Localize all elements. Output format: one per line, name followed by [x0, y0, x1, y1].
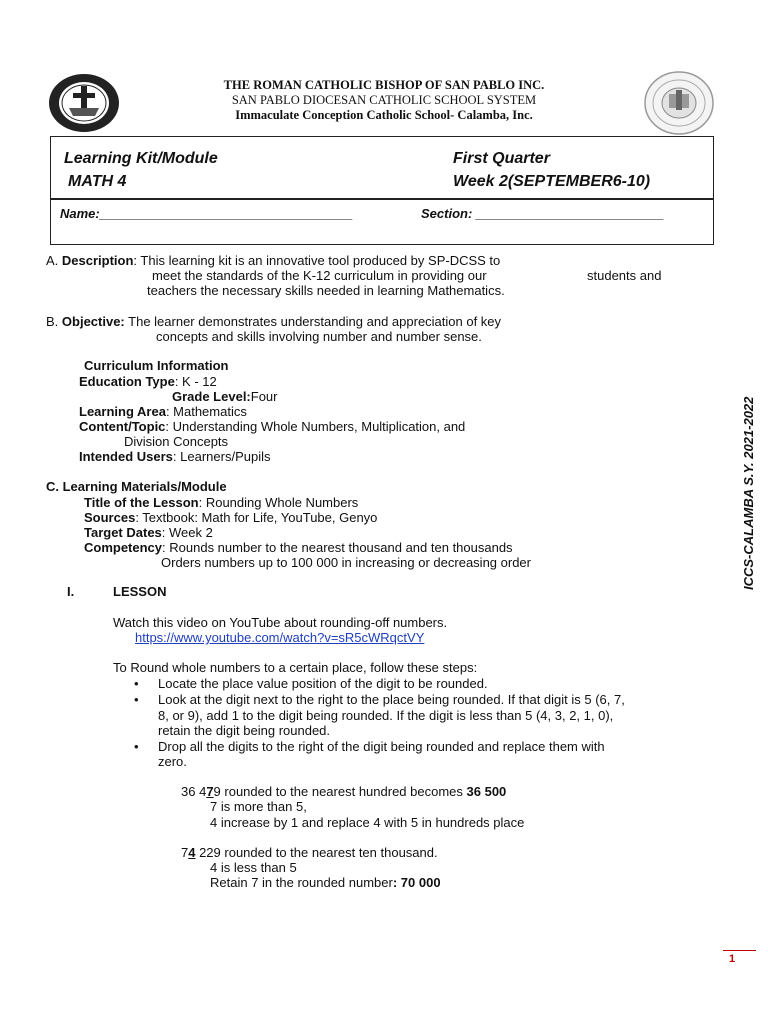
lesson-title-value: : Rounding Whole Numbers — [198, 495, 359, 510]
section-field[interactable] — [421, 206, 664, 221]
bullet-step-2-line-2: 8, or 9), add 1 to the digit being rounded. If the digit is less than 5 (4, 3, 2, 1, 0), — [158, 708, 614, 723]
description-line-2b: students and — [587, 268, 662, 283]
bullet-symbol-3: • — [134, 739, 139, 754]
youtube-link[interactable]: https://www.youtube.com/watch?v=sR5cWRqctVY — [135, 630, 425, 645]
name-blank: ___________________________________ — [99, 206, 353, 221]
bullet-step-3-line-2: zero. — [158, 754, 187, 769]
module-title: Learning Kit/Module — [64, 150, 218, 167]
example-1-pre: 36 4 — [181, 784, 207, 799]
intended-users — [79, 449, 270, 464]
learning-area-label: Learning Area — [79, 404, 166, 419]
example-2-note-2 — [210, 875, 441, 890]
description-label: Description — [61, 253, 134, 268]
example-1-note-1: 7 is more than 5, — [210, 799, 307, 814]
content-topic-label: Content/Topic — [79, 419, 166, 434]
page-number-rule — [723, 950, 756, 951]
education-type — [79, 374, 217, 389]
curriculum-title: Curriculum Information — [84, 358, 229, 373]
lesson-title-label: Title of the Lesson — [84, 495, 199, 510]
target-dates-label: Target Dates — [84, 525, 162, 540]
example-2-pre: 7 — [181, 845, 189, 860]
header-school-system: SAN PABLO DIOCESAN CATHOLIC SCHOOL SYSTEM — [231, 93, 537, 107]
name-field[interactable] — [60, 206, 353, 221]
page-number: 1 — [729, 953, 736, 965]
example-2-digit: 4 — [188, 845, 196, 860]
content-topic-line-2: Division Concepts — [124, 434, 229, 449]
name-label: Name: — [60, 206, 100, 221]
bullet-symbol-2: • — [134, 692, 139, 707]
content-topic-value: : Understanding Whole Numbers, Multiplication, and — [165, 419, 466, 434]
intended-users-label: Intended Users — [79, 449, 173, 464]
target-dates-value: : Week 2 — [161, 525, 213, 540]
description-line-1 — [46, 253, 500, 268]
module-quarter: First Quarter — [453, 150, 550, 167]
grade-level-value: Four — [250, 389, 278, 404]
grade-level-label: Grade Level: — [172, 389, 251, 404]
example-1-post: 9 rounded to the nearest hundred becomes — [213, 784, 467, 799]
description-line-2a: meet the standards of the K-12 curriculum in providing our — [152, 268, 487, 283]
competency-value: : Rounds number to the nearest thousand and ten thousands — [162, 540, 513, 555]
intended-users-value: : Learners/Pupils — [172, 449, 271, 464]
competency-line-2: Orders numbers up to 100 000 in increasing or decreasing order — [161, 555, 531, 570]
competency-label: Competency — [84, 540, 163, 555]
education-type-value: : K - 12 — [174, 374, 217, 389]
bullet-step-2-line-3: retain the digit being rounded. — [158, 723, 331, 738]
bullet-symbol-1: • — [134, 676, 139, 691]
competency — [84, 540, 513, 555]
lesson-heading: LESSON — [113, 584, 167, 599]
bullet-step-3-line-1: Drop all the digits to the right of the digit being rounded and replace them with — [158, 739, 605, 754]
lesson-title — [84, 495, 358, 510]
header-organization: THE ROMAN CATHOLIC BISHOP OF SAN PABLO INC. — [223, 78, 545, 92]
learning-area-value: : Mathematics — [165, 404, 247, 419]
education-type-label: Education Type — [79, 374, 175, 389]
bullet-step-1: Locate the place value position of the digit to be rounded. — [158, 676, 488, 691]
example-2-post: 229 rounded to the nearest ten thousand. — [195, 845, 438, 860]
objective-label: Objective: — [61, 314, 125, 329]
materials-title: C. Learning Materials/Module — [46, 479, 227, 494]
sources-value: : Textbook: Math for Life, YouTube, Genyo — [135, 510, 378, 525]
rounding-intro: To Round whole numbers to a certain place, follow these steps: — [113, 660, 478, 675]
example-2 — [181, 845, 438, 860]
description-line-3: teachers the necessary skills needed in learning Mathematics. — [147, 283, 505, 298]
bullet-step-2-line-1: Look at the digit next to the right to the place being rounded. If that digit is 5 (6, 7, — [158, 692, 625, 707]
example-1-note-2: 4 increase by 1 and replace 4 with 5 in hundreds place — [210, 815, 525, 830]
objective-text-1: The learner demonstrates understanding and appreciation of key — [124, 314, 502, 329]
example-2-note-1: 4 is less than 5 — [210, 860, 297, 875]
section-label: Section: — [421, 206, 473, 221]
module-week: Week 2(SEPTEMBER6-10) — [453, 173, 651, 190]
header-school-name: Immaculate Conception Catholic School- Calamba, Inc. — [235, 108, 533, 122]
example-1-result: 36 500 — [466, 784, 507, 799]
side-school-year-label: ICCS-CALAMBA S.Y. 2021-2022 — [741, 396, 756, 590]
watch-instruction: Watch this video on YouTube about rounding-off numbers. — [113, 615, 448, 630]
example-2-result: : 70 000 — [392, 875, 441, 890]
example-1 — [181, 784, 506, 799]
module-subject: MATH 4 — [68, 173, 127, 190]
content-topic — [79, 419, 465, 434]
description-prefix: A. — [46, 253, 62, 268]
objective-line-2: concepts and skills involving number and number sense. — [156, 329, 482, 344]
section-blank: __________________________ — [472, 206, 664, 221]
example-1-digit: 7 — [206, 784, 214, 799]
grade-level — [172, 389, 278, 404]
sources-label: Sources — [84, 510, 136, 525]
description-text-1: : This learning kit is an innovative tool produced by SP-DCSS to — [133, 253, 501, 268]
example-2-note-2-text: Retain 7 in the rounded number — [210, 875, 393, 890]
objective-prefix: B. — [46, 314, 62, 329]
target-dates — [84, 525, 213, 540]
learning-area — [79, 404, 247, 419]
objective-line-1 — [46, 314, 501, 329]
lesson-numeral: I. — [67, 584, 75, 599]
sources — [84, 510, 377, 525]
